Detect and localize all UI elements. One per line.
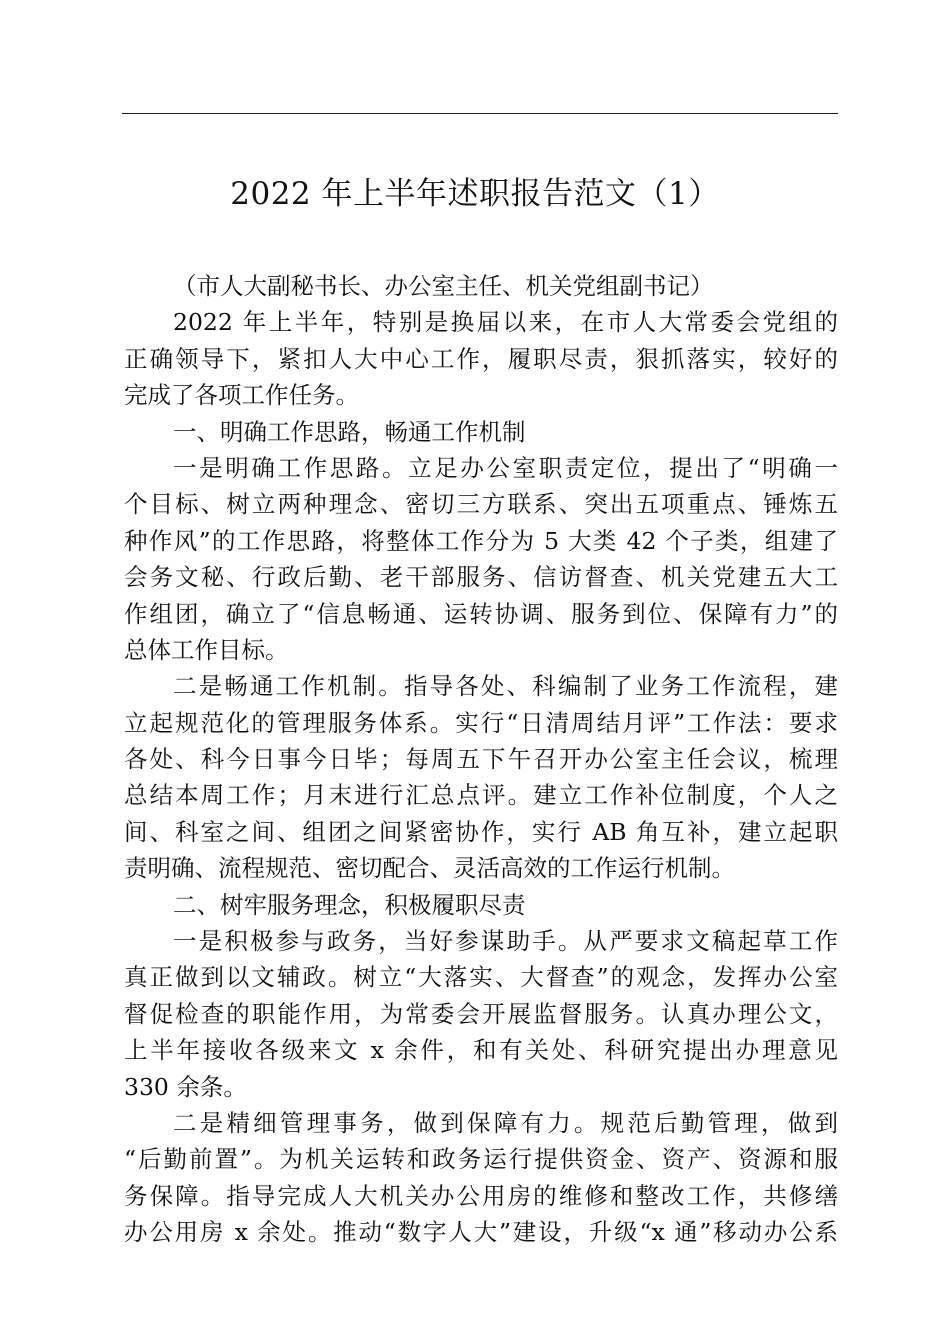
text-line: 总体工作目标。	[124, 635, 289, 664]
text-line: 作组团，确立了“信息畅通、运转协调、服务到位、保障有力”的	[124, 599, 838, 628]
text-line: 真正做到以文辅政。树立“大落实、大督查”的观念，发挥办公室	[124, 963, 838, 992]
text-line: 330 余条。	[124, 1072, 247, 1101]
text-line: 正确领导下，紧扣人大中心工作，履职尽责，狠抓落实，较好的	[124, 344, 838, 373]
text-line: 二是畅通工作机制。指导各处、科编制了业务工作流程，建	[173, 672, 838, 701]
text-line: 一是积极参与政务，当好参谋助手。从严要求文稿起草工作	[173, 927, 838, 956]
text-line: 务保障。指导完成人大机关办公用房的维修和整改工作，共修缮	[124, 1181, 838, 1210]
header-rule	[122, 113, 838, 114]
text-line: 各处、科今日事今日毕；每周五下午召开办公室主任会议，梳理	[124, 745, 838, 774]
document-body	[124, 268, 838, 1251]
text-line: 总结本周工作；月末进行汇总点评。建立工作补位制度，个人之	[124, 781, 838, 810]
paragraph	[124, 668, 838, 886]
text-line: 个目标、树立两种理念、密切三方联系、突出五项重点、锤炼五	[124, 490, 838, 519]
text-line: 责明确、流程规范、密切配合、灵活高效的工作运行机制。	[124, 854, 735, 883]
text-line: 立起规范化的管理服务体系。实行“日清周结月评”工作法：要求	[124, 708, 838, 737]
paragraph	[124, 1105, 838, 1251]
text-line: 上半年接收各级来文 x 余件，和有关处、科研究提出办理意见	[124, 1036, 838, 1065]
text-line: 间、科室之间、组团之间紧密协作，实行 AB 角互补，建立起职	[124, 817, 838, 846]
text-line: 种作风”的工作思路，将整体工作分为 5 大类 42 个子类，组建了	[124, 526, 838, 555]
section-heading: 一、明确工作思路，畅通工作机制	[173, 417, 526, 446]
text-line: 督促检查的职能作用，为常委会开展监督服务。认真办理公文，	[124, 999, 838, 1028]
text-line: “后勤前置”。为机关运转和政务运行提供资金、资产、资源和服	[124, 1145, 838, 1174]
text-line: 会务文秘、行政后勤、老干部服务、信访督查、机关党建五大工	[124, 563, 838, 592]
section-heading: 二、树牢服务理念，积极履职尽责	[173, 890, 526, 919]
text-line: 完成了各项工作任务。	[124, 381, 359, 410]
intro-paragraph	[124, 304, 838, 413]
text-line: 二是精细管理事务，做到保障有力。规范后勤管理，做到	[173, 1108, 838, 1137]
text-line: 办公用房 x 余处。推动“数字人大”建设，升级“x 通”移动办公系	[124, 1218, 838, 1247]
paragraph	[124, 450, 838, 668]
document-title: 2022 年上半年述职报告范文（1）	[230, 176, 720, 212]
text-line: 2022 年上半年，特别是换届以来，在市人大常委会党组的	[173, 308, 838, 337]
text-line: 一是明确工作思路。立足办公室职责定位，提出了“明确一	[173, 453, 838, 482]
subtitle-line: （市人大副秘书长、办公室主任、机关党组副书记）	[173, 272, 714, 300]
paragraph	[124, 923, 838, 1105]
